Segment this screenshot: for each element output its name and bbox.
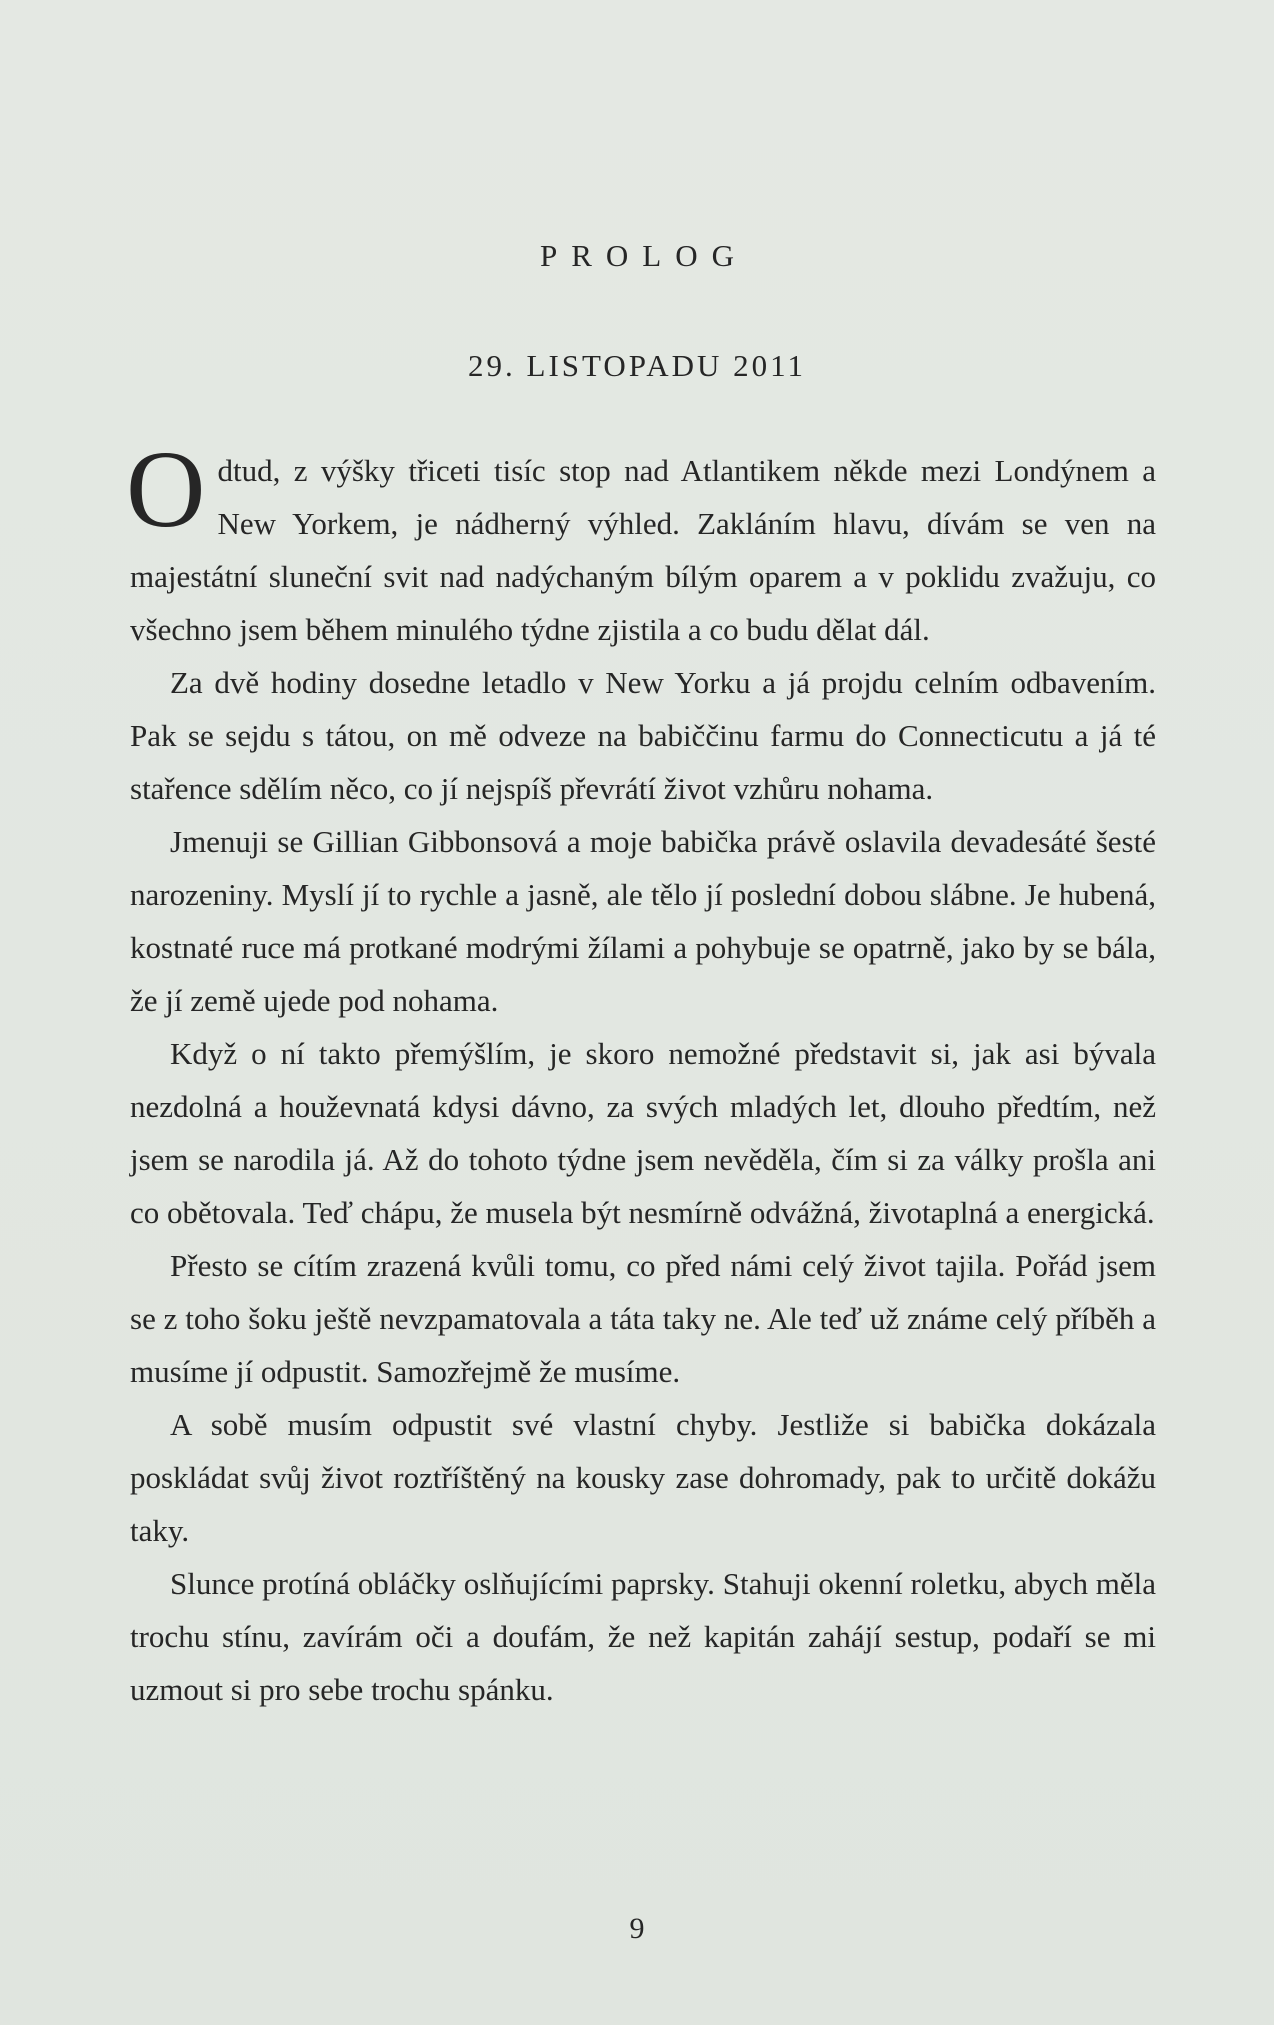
paragraph-text: dtud, z výšky třiceti tisíc stop nad Atlantikem někde mezi Londýnem a New Yorkem, je nádherný výhled. Zakláním hlavu, dívám se ven na majestátní sluneční svit nad nadýchaným bílým oparem a v poklidu zvažuju, co všechno jsem během minulého týdne zjistila a co budu dělat dál. <box>130 453 1156 647</box>
page-number: 9 <box>629 1912 645 1945</box>
body-text <box>126 428 1156 1716</box>
paragraph: Za dvě hodiny dosedne letadlo v New Yorku a já projdu celním odbavením. Pak se sejdu s tátou, on mě odveze na babiččinu farmu do Connecticutu a já té stařence sdělím něco, co jí nejspíš převrátí život vzhůru nohama. <box>130 665 1156 806</box>
paragraph <box>126 428 1156 656</box>
section-label: PROLOG <box>539 238 748 273</box>
paragraph: Když o ní takto přemýšlím, je skoro nemožné představit si, jak asi bývala nezdolná a houževnatá kdysi dávno, za svých mladých let, dlouho předtím, než jsem se narodila já. Až do tohoto týdne jsem nevěděla, čím si za války prošla ani co obětovala. Teď chápu, že musela být nesmírně odvážná, životaplná a energická. <box>130 1036 1156 1230</box>
paragraph: Přesto se cítím zrazená kvůli tomu, co před námi celý život tajila. Pořád jsem se z toho šoku ještě nevzpamatovala a táta taky ne. Ale teď už známe celý příběh a musíme jí odpustit. Samozřejmě že musíme. <box>130 1248 1156 1389</box>
chapter-date: 29. LISTOPADU 2011 <box>468 348 806 383</box>
paragraph: A sobě musím odpustit své vlastní chyby. Jestliže si babička dokázala poskládat svůj život roztříštěný na kousky zase dohromady, pak to určitě dokážu taky. <box>130 1407 1156 1548</box>
paragraph: Slunce protíná obláčky oslňujícími paprsky. Stahuji okenní roletku, abych měla trochu stínu, zavírám oči a doufám, že než kapitán zahájí sestup, podaří se mi uzmout si pro sebe trochu spánku. <box>130 1566 1156 1707</box>
paragraph: Jmenuji se Gillian Gibbonsová a moje babička právě oslavila devadesáté šesté narozeniny. Myslí jí to rychle a jasně, ale tělo jí poslední dobou slábne. Je hubená, kostnaté ruce má protkané modrými žílami a pohybuje se opatrně, jako by se bála, že jí země ujede pod nohama. <box>130 824 1156 1018</box>
drop-cap: O <box>126 428 206 550</box>
